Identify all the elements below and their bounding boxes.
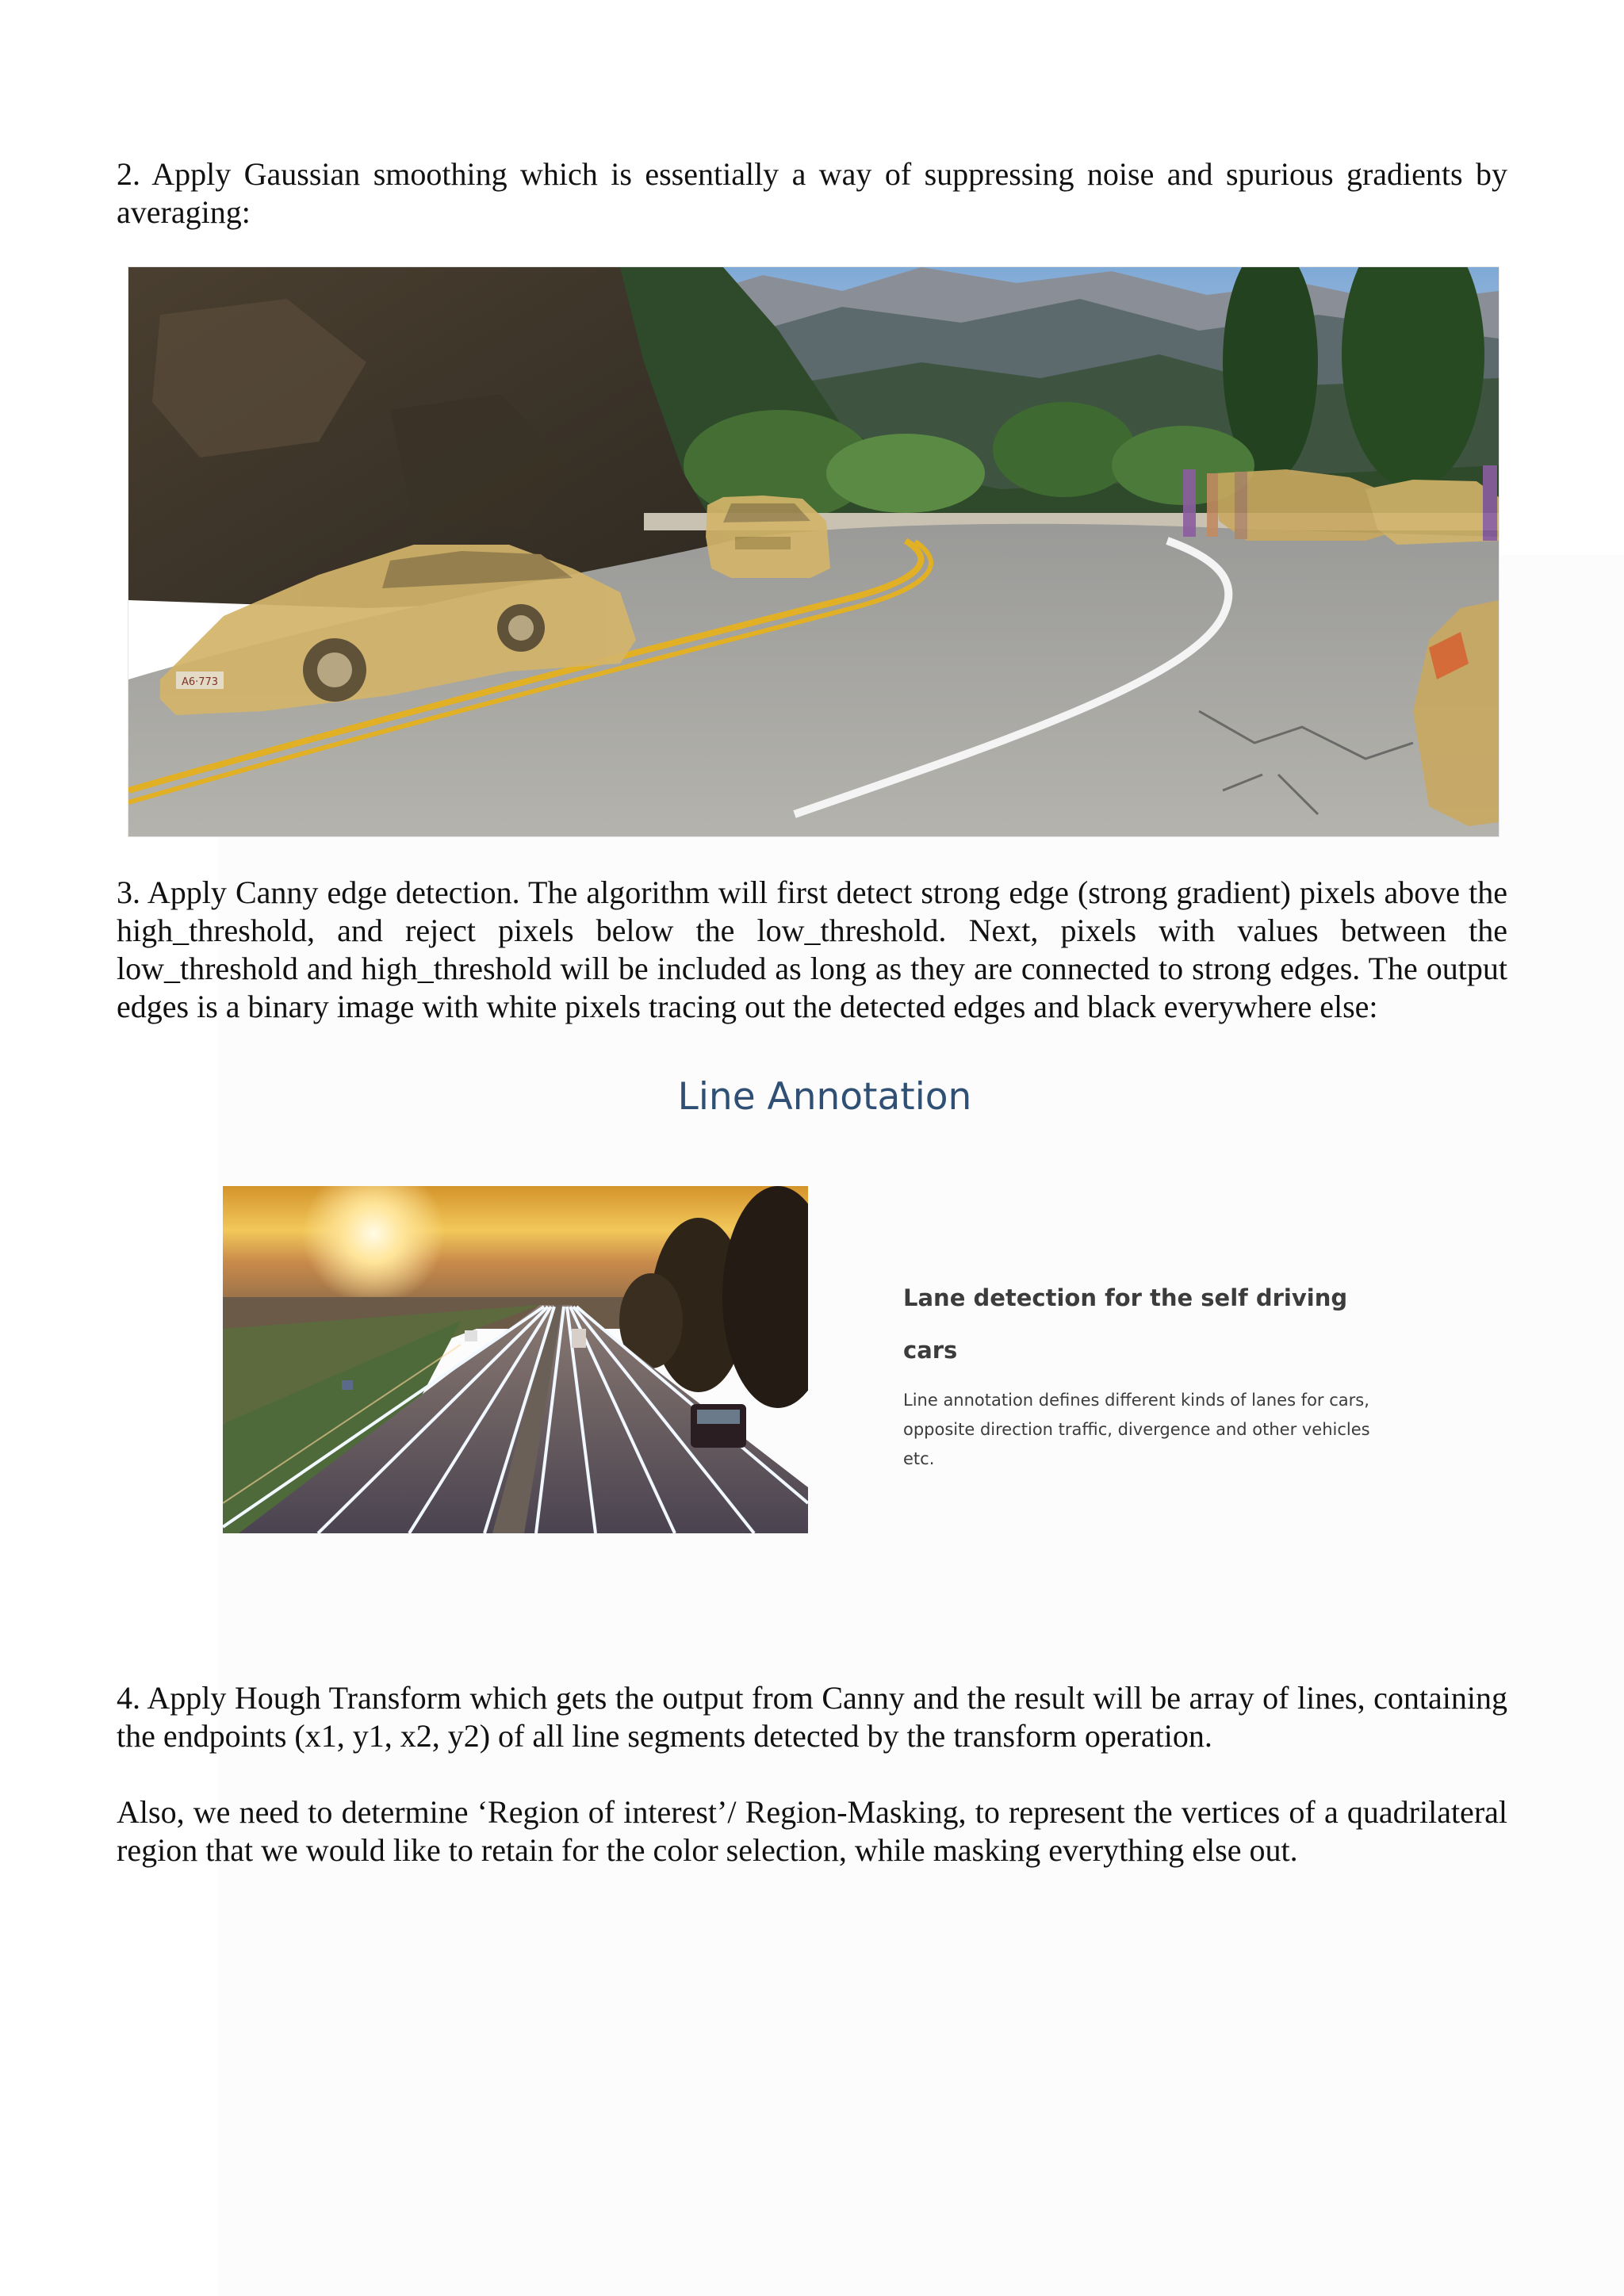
paragraph-canny-edge: 3. Apply Canny edge detection. The algorithm will first detect strong edge (strong gradient) pixels above the high_threshold, and reject pixels below the low_threshold. Next, pixels with values between the low_threshold and high_threshold will be included as long as they are connected to strong edges. The output edges is a binary image with white pixels tracing out the detected edges and black everywhere else: xyxy=(117,874,1507,1024)
card-body-text: Line annotation defines different kinds of lanes for cars, opposite direction traffic, divergence and other vehicles etc. xyxy=(903,1391,1370,1468)
paragraph-gaussian-smoothing: 2. Apply Gaussian smoothing which is essentially a way of suppressing noise and spurious gradients by averaging: xyxy=(117,156,1507,230)
annotated-road-image xyxy=(128,266,1500,837)
paragraph-hough-transform: 4. Apply Hough Transform which gets the output from Canny and the result will be array of lines, containing the endpoints (x1, y1, x2, y2) of all line segments detected by the transform operation. xyxy=(117,1680,1507,1754)
line-annotation-title: Line Annotation xyxy=(677,1075,972,1119)
paragraph-region-of-interest: Also, we need to determine ‘Region of interest’/ Region-Masking, to represent the vertices of a quadrilateral region that we would like to retain for the color selection, while masking everything else out. xyxy=(117,1794,1507,1868)
card-heading: Lane detection for the self driving cars xyxy=(903,1284,1348,1364)
license-plate-text: A6·773 xyxy=(181,676,219,688)
highway-lane-image xyxy=(223,1186,808,1533)
